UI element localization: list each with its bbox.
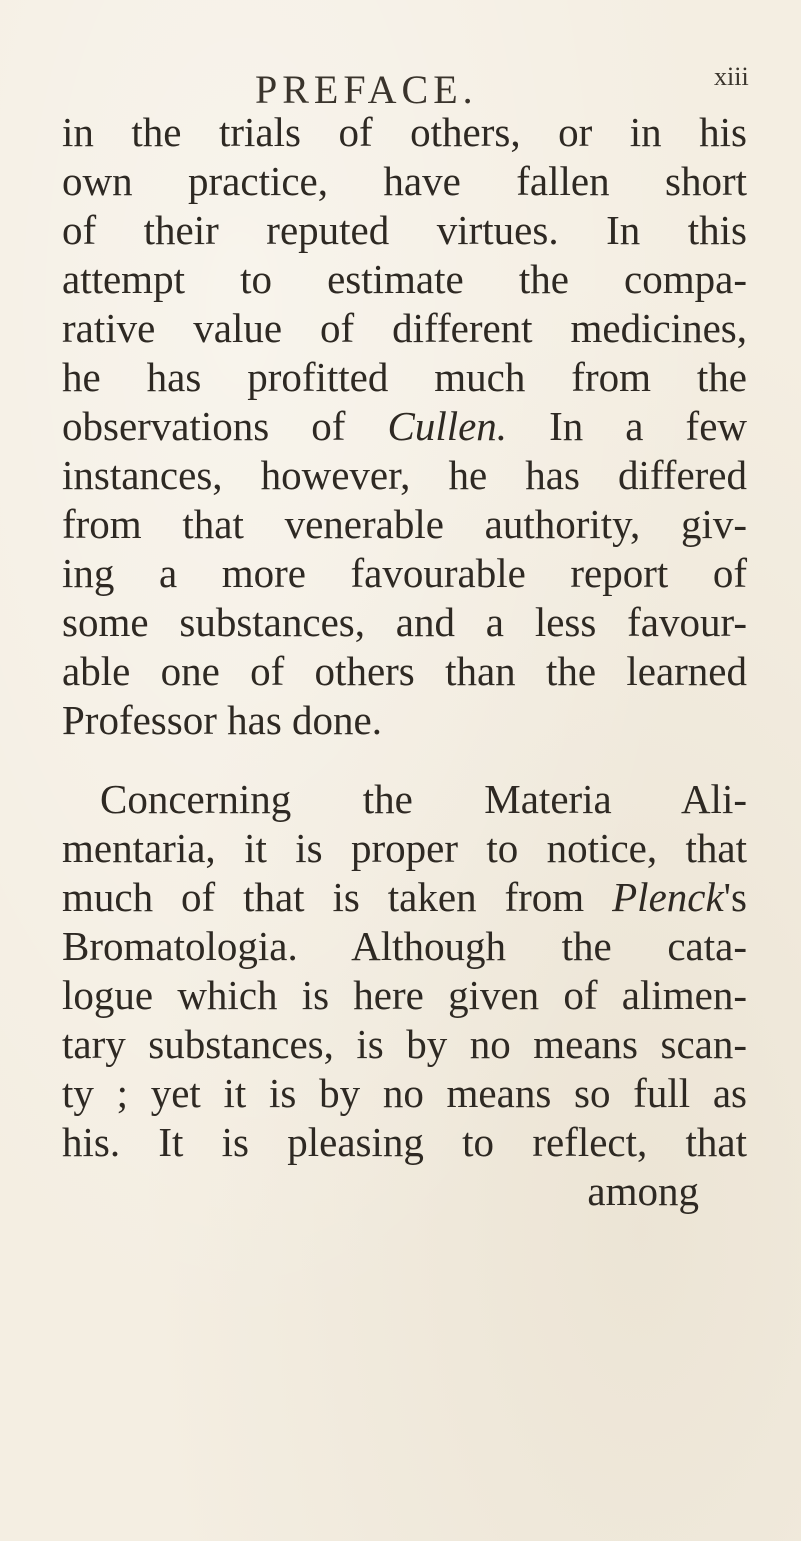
catchword: among <box>587 1168 699 1214</box>
author-name-plenck: Plenck <box>612 874 724 920</box>
text-line: attempt to estimate the compa- <box>62 256 747 302</box>
text-line: he has profitted much from the <box>62 354 747 400</box>
text-line: mentaria, it is proper to notice, that <box>62 825 747 871</box>
paragraph-gap <box>62 745 747 775</box>
text-line: Bromatologia. Although the cata- <box>62 923 747 969</box>
text-line: Professor has done. <box>62 697 382 743</box>
text-line: own practice, have fallen short <box>62 158 747 204</box>
text-segment: In a few <box>549 403 748 449</box>
text-segment: observations of <box>62 403 346 449</box>
text-line: tary substances, is by no means scan- <box>62 1021 747 1067</box>
text-line: able one of others than the learned <box>62 648 747 694</box>
running-head: PREFACE. <box>255 67 478 112</box>
body-text <box>62 108 747 1216</box>
text-line: some substances, and a less favour- <box>62 599 747 645</box>
text-line: in the trials of others, or in his <box>62 109 747 155</box>
text-line: Concerning the Materia Ali- <box>100 776 747 822</box>
author-name-cullen: Cullen. <box>387 403 508 449</box>
text-line: of their reputed virtues. In this <box>62 207 747 253</box>
text-line: his. It is pleasing to reflect, that <box>62 1119 747 1165</box>
text-line: from that venerable authority, giv- <box>62 501 747 547</box>
page-number: xiii <box>714 62 749 91</box>
text-segment: much of that is taken from <box>62 874 585 920</box>
text-line-plenck <box>62 873 747 922</box>
text-line: ty ; yet it is by no means so full as <box>62 1070 747 1116</box>
text-line: instances, however, he has differed <box>62 452 747 498</box>
text-line: ing a more favourable report of <box>62 550 747 596</box>
text-segment: 's <box>723 874 748 920</box>
text-line: rative value of different medicines, <box>62 305 747 351</box>
text-line: logue which is here given of alimen- <box>62 972 747 1018</box>
text-line-cullen <box>62 402 747 451</box>
